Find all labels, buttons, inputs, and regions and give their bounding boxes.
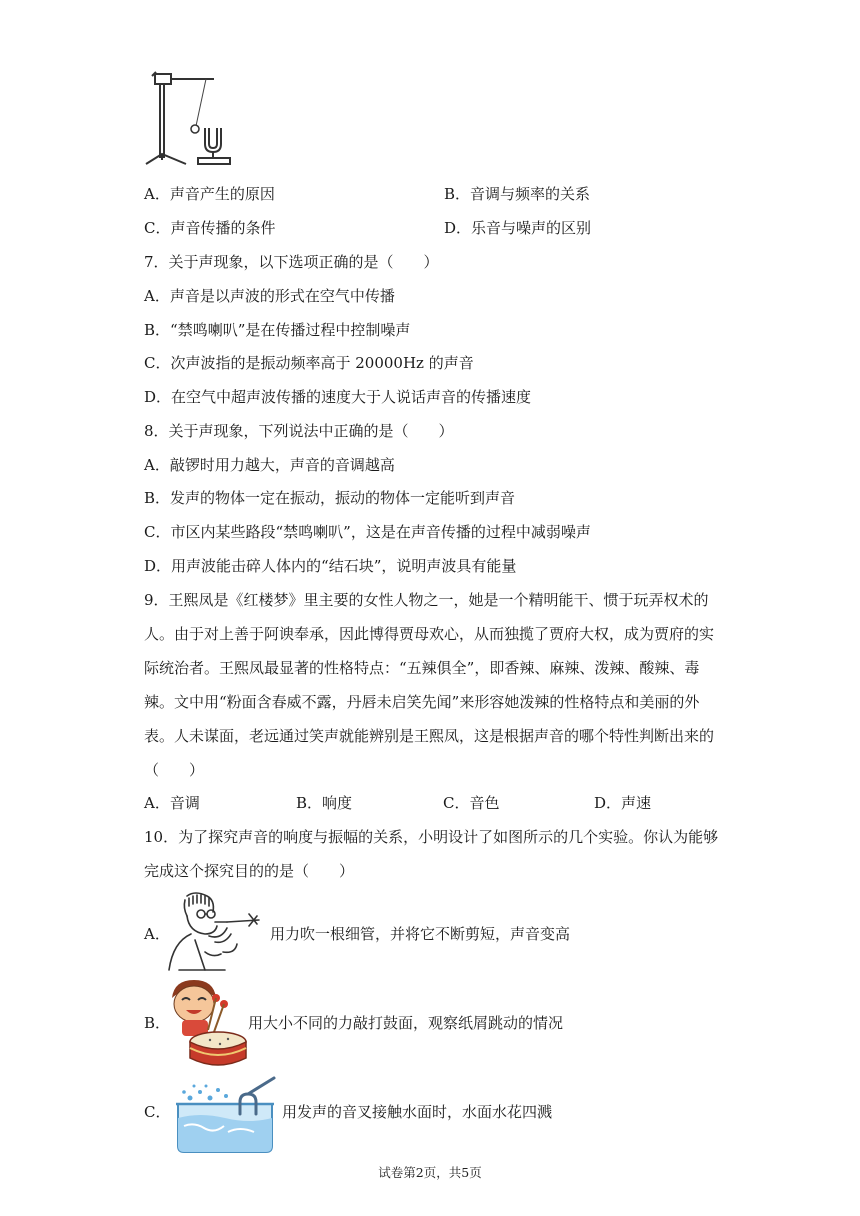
page-footer: 试卷第2页，共5页 xyxy=(378,1165,482,1180)
q6-option-c-text: 声音传播的条件 xyxy=(170,219,276,237)
q7-option-d[interactable]: D．在空气中超声波传播的速度大于人说话声音的传播速度 xyxy=(144,388,532,406)
q8-option-b[interactable]: B．发声的物体一定在振动，振动的物体一定能听到声音 xyxy=(144,489,516,507)
q8-option-c[interactable]: C．市区内某些路段“禁鸣喇叭”，这是在声音传播的过程中减弱噪声 xyxy=(144,523,591,541)
q7-option-b[interactable]: B．“禁鸣喇叭”是在传播过程中控制噪声 xyxy=(144,321,411,339)
boy-beating-drum-icon xyxy=(162,978,252,1070)
q7-stem: 7．关于声现象，以下选项正确的是（ ） xyxy=(144,253,439,271)
q10-option-a-text: 用力吹一根细管，并将它不断剪短，声音变高 xyxy=(270,925,571,943)
q7-option-c[interactable]: C．次声波指的是振动频率高于 20000Hz 的声音 xyxy=(144,354,474,372)
q10-option-c-text: 用发声的音叉接触水面时，水面水花四溅 xyxy=(282,1103,553,1121)
q10-option-c-letter[interactable]: C． xyxy=(144,1103,171,1121)
q10-option-b-text: 用大小不同的力敲打鼓面，观察纸屑跳动的情况 xyxy=(248,1014,564,1032)
q9-option-b[interactable]: B．响度 xyxy=(296,794,353,812)
q10-option-a-letter[interactable]: A． xyxy=(144,925,170,943)
q9-option-a[interactable]: A．音调 xyxy=(144,794,200,812)
q9-option-d[interactable]: D．声速 xyxy=(594,794,652,812)
q10-option-b-letter[interactable]: B． xyxy=(144,1014,171,1032)
q6-option-a[interactable] xyxy=(144,184,275,204)
q9-stem-line-3: 际统治者。王熙凤最显著的性格特点：“五辣俱全”，即香辣、麻辣、泼辣、酸辣、毒 xyxy=(144,659,700,677)
man-blowing-tube-icon xyxy=(165,892,270,972)
q9-stem-line-2: 人。由于对上善于阿谀奉承，因此博得贾母欢心，从而独揽了贾府大权，成为贾府的实 xyxy=(144,625,715,643)
tuning-fork-in-water-icon xyxy=(170,1074,282,1154)
tuning-fork-pendulum-icon xyxy=(142,68,238,170)
q6-option-b-text: 音调与频率的关系 xyxy=(470,185,591,203)
q8-option-a[interactable]: A．敲锣时用力越大，声音的音调越高 xyxy=(144,456,395,474)
q8-stem: 8．关于声现象，下列说法中正确的是（ ） xyxy=(144,422,454,440)
q7-option-a[interactable]: A．声音是以声波的形式在空气中传播 xyxy=(144,287,395,305)
q6-option-d-letter: D． xyxy=(444,219,472,237)
q9-stem-line-6: （ ） xyxy=(144,761,205,779)
q10-stem-line-2: 完成这个探究目的的是（ ） xyxy=(144,862,355,880)
q6-option-b[interactable] xyxy=(444,184,590,204)
q6-option-c[interactable] xyxy=(144,218,276,238)
q8-option-d[interactable]: D．用声波能击碎人体内的“结石块”，说明声波具有能量 xyxy=(144,557,517,575)
q6-option-d-text: 乐音与噪声的区别 xyxy=(471,219,592,237)
q6-option-a-letter: A． xyxy=(144,185,170,203)
q6-option-b-letter: B． xyxy=(444,185,471,203)
q9-option-c[interactable]: C．音色 xyxy=(443,794,500,812)
q6-option-a-text: 声音产生的原因 xyxy=(169,185,275,203)
q10-stem-line-1: 10．为了探究声音的响度与振幅的关系，小明设计了如图所示的几个实验。你认为能够 xyxy=(144,828,719,846)
q9-stem-line-5: 表。人未谋面，老远通过笑声就能辨别是王熙凤，这是根据声音的哪个特性判断出来的 xyxy=(144,727,715,745)
q9-stem-line-4: 辣。文中用“粉面含春威不露，丹唇未启笑先闻”来形容她泼辣的性格特点和美丽的外 xyxy=(144,693,700,711)
q6-option-c-letter: C． xyxy=(144,219,171,237)
q6-option-d[interactable] xyxy=(444,218,591,238)
q9-stem-line-1: 9．王熙凤是《红楼梦》里主要的女性人物之一，她是一个精明能干、惯于玩弄权术的 xyxy=(144,591,709,609)
